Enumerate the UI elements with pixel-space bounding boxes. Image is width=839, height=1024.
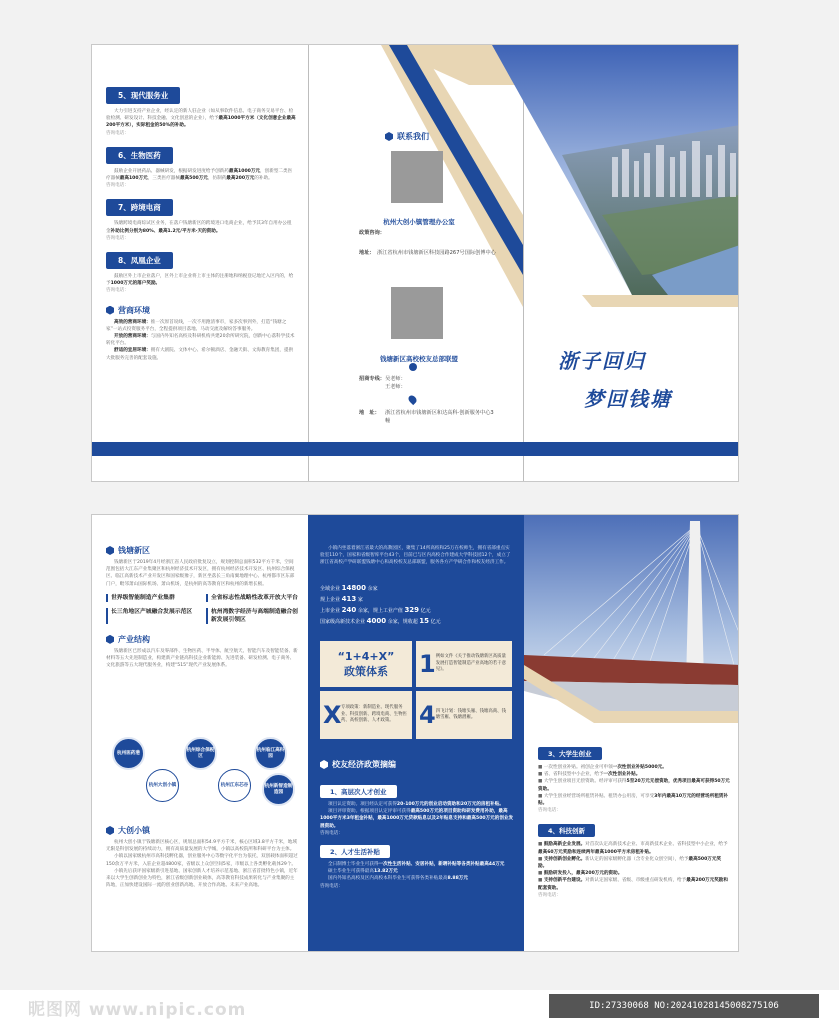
- business-env-heading: 营商环境: [106, 305, 296, 316]
- consult-line: 咨询电话：: [320, 830, 343, 836]
- slogan-line-2: 梦回钱塘: [584, 387, 672, 411]
- section-body: 鼓励企业开展药品、器械研发，根据研发进度给予创新药最高1000万元，创新型二类医疗器械最高100万元，三类医疗器械最高500万元，仿制药最高200万元的补助。: [106, 168, 293, 182]
- cover-photo: [382, 45, 739, 481]
- org-name: 钱塘新区高校校友总部联盟: [380, 355, 458, 363]
- startup-section: [538, 741, 730, 899]
- recruit-block: 招商专线： 吴老师： 王老师：: [359, 376, 406, 390]
- policy-bullet: ■ 大学生创业项目无偿资助。经评审可获得5至20万元无偿资助，优秀项目最高可获得50万元资助。: [538, 779, 730, 792]
- bottom-band: [92, 442, 738, 456]
- stats-block: [320, 583, 514, 627]
- circle-medical-port: 杭州医药港: [112, 737, 145, 770]
- policy-title-student: 3、大学生创业: [538, 747, 602, 760]
- town-intro: 小镇内坐落着浙江省最大的高教园区，聚集了14所高校和25万在校师生，拥有省部重点实验室110个，国家和省级智库平台43个，目前已与区内高校合作建成大学科技园12个，成立了浙江省高校产学研联盟钱塘中心和高校校友总部联盟，服务各方产学研合作和校友经济工作。: [320, 546, 511, 566]
- brochure-inside: [91, 514, 739, 952]
- section-title-biomed: 6、生物医药: [106, 147, 173, 164]
- consult-line: 咨询电话：: [106, 130, 129, 136]
- circle-town: 杭州大创小镇: [146, 769, 179, 802]
- policy-body: 项目认定资助。项目经认定可获得20-100万元的创业启动资助和20万元的房租补贴。: [328, 802, 504, 807]
- industry-body: 钱塘新区已形成以汽车及零部件、生物医药、半导体、航空航天、智能汽车及智能装备、新材料等五大先进制造业，构建新产业链高科技企业新能源、先进装备、研发检测、电子商务、文化旅游等五大现代服务业，构建“515”现代产业发展体系。: [106, 648, 298, 669]
- circle-chip-valley: 杭州江东芯谷: [218, 769, 251, 802]
- stat-row: 上市企业 240 余家，规上工业产值 329 亿元: [320, 606, 431, 614]
- town-body: 小镇以国家级杭州市高科技孵化器，创业服务中心等数字化平台为依托，双创载体面积超过150余万平方米，入驻企业超4800家，省级以上众创空间5家，市级以上各类孵化载体29个。: [106, 854, 298, 867]
- contact-heading: 联系我们: [385, 131, 429, 142]
- brochure-outside: [91, 44, 739, 482]
- panel-industries: [92, 45, 308, 481]
- district-body: 钱塘新区于2019年4月经浙江省人民政府批复设立，规划控制总面积532平方千米，空间范围包括大江东产业集聚区和杭州经济技术开发区，拥有杭州经济技术开发区、杭州综合保税区、临江高新技术产业开发区和国家级豫子，新区坐落长三角南翼地理中心、杭州都市区东部门户，毗邻萧山国际机场、萧山机场，是杭州的高等教育区和杭州的新增长极。: [106, 560, 295, 587]
- hexagon-icon: [106, 306, 114, 315]
- policy-bullet: ■ 大学生创业经营场所租赁补贴。租赁办公用房，可享受3年内最高10万元的经营场所租赁补贴。: [538, 793, 728, 807]
- consult-line: 咨询电话：: [106, 288, 129, 294]
- district-features: [106, 594, 298, 624]
- town-body: 杭州大创小镇于钱塘新区核心区，规划总面积54.9平方千米，核心区域3.8平方千米，地域无限是科创发展的持续动力，拥有高质量发展的大学城，小镇以高校院所和科研平台为主体。: [106, 840, 297, 853]
- feature-item: 世界级智能制造产业集群: [106, 594, 198, 602]
- policy-tile-1: 1 例如文件《关于推动钱塘新区高质量发展打造智能制造产业高地的若干意见》。: [416, 641, 512, 687]
- policy-title-talent: 1、高层次人才创业: [320, 785, 397, 798]
- consult-line: 咨询电话：: [320, 883, 343, 889]
- circle-hightech-park: 杭州临江高科园: [254, 737, 287, 770]
- consult-line: 咨询电话：: [106, 235, 129, 241]
- slogan-line-1: 浙子回归: [558, 349, 646, 373]
- section-body: 鼓励区外上市企业落户，区外上市企业将上市主体的注册地和纳税登记地迁入区内的，给予1000万元的落户奖励。: [106, 274, 294, 287]
- district-heading: 钱塘新区: [106, 545, 298, 556]
- stat-row: 规上企业 413 家: [320, 595, 363, 603]
- beige-edge: [582, 295, 739, 307]
- industry-heading: 产业结构: [106, 634, 298, 645]
- policy-title-tile: “1+4+X” 政策体系: [320, 641, 412, 687]
- policy-bullet: ■ 鼓励高新企业发展。对首次认定高新技术企业、市高新技术企业、省科技型中小企业，给予最高60万元奖励和连续两年最高1000平方米房租补贴。: [538, 842, 728, 855]
- env-paragraph: 舒适的宜居环境：拥有大剧院、文体中心、希尔顿酒店、金融天街、文海教育集团，提供大批服务完善的配套设施。: [106, 348, 294, 361]
- policy-tile-4: 4 四飞计划：钱塘头雁、钱塘高商、钱塘雪雁、钱塘潜雁。: [416, 691, 512, 739]
- town-heading: 大创小镇: [106, 825, 298, 836]
- consult-line: 咨询电话：: [538, 808, 561, 814]
- feature-item: 长三角地区产城融合发展示范区: [106, 608, 198, 624]
- policy-bullet: ■ 鼓励研发投入，最高200万元的资助。: [538, 871, 623, 877]
- hexagon-icon: [106, 546, 114, 555]
- policy-bullet: ■ 支持创新创业孵化。新认定的国家级孵化器（含专业化众创空间），给予最高500万元奖励。: [538, 856, 722, 870]
- stat-row: 国家级高新技术企业 4000 余家，规收超 15 亿元: [320, 617, 441, 625]
- feature-item: 杭州湾数字经济与高端制造融合创新发展引领区: [206, 608, 298, 624]
- panel-cover: [382, 45, 739, 481]
- section-body: 大力引进支持产业企业，经认定的新人驻企业（如从事软件信息、电子商务交易平台、检验检测、研发设计、科技金融、文化创意的企业），给予最高1000平方米（文化创意企业最高200平方米），实际租金的50%的补助。: [106, 109, 296, 129]
- policy-body: 国内外知名高校及区内高校本科毕业生可获得各类补贴最高8.88万元: [328, 876, 468, 882]
- town-body: 小镇先后获评国家级新引进基地、国家创新人才培养示范基地、浙江省首批特色小镇，近年来以大学生创新创业为特色，浙江省级创新创业载体，高等教育科技成果转化与产业集聚的主阵地，正加快建设国际一流的创业创新高地、开放合作高地、未来产业高地。: [106, 868, 298, 889]
- hexagon-icon: [320, 760, 328, 769]
- industry-circles: [106, 733, 298, 813]
- consult-line: 咨询电话：: [538, 892, 561, 898]
- panel-district: [92, 515, 308, 951]
- alumni-policies: [320, 779, 514, 890]
- section-body: 钱塘跨境电商综试区业务，在落户钱塘新区的跨境进口电商企业，给予其3年自用办公租金补助比例分别为80%、最高1.2元/平方米·天的资助。: [106, 221, 292, 234]
- policy-bullet: ■ 支持创新平台建设。对新认定国家级、省级、市级重点研发机构，给予最高200万元奖励和配套资助。: [538, 878, 728, 891]
- circle-bonded-zone: 杭州综合保税区: [184, 737, 217, 770]
- policy-line: 政策咨询：: [359, 230, 385, 236]
- site-watermark: 昵图网 www.nipic.com: [28, 1000, 247, 1020]
- bridge-photo: [524, 515, 739, 735]
- hexagon-icon: [106, 826, 114, 835]
- policy-body: 全日制博士毕业生可获得一次性生活补贴、安居补贴，新聘补贴等各类补贴最高44万元: [328, 862, 505, 868]
- consult-line: 咨询电话：: [106, 183, 129, 189]
- policy-body: 项目评审资助。根据项目认定评审可获得最高500万元的项目资助和研发费用补助，最高1000平方米3年租金补贴，最高1000万元贷款贴息以及2年贴息支持和最高500万元的创业发展资助。: [320, 809, 514, 829]
- hexagon-icon: [106, 635, 114, 644]
- alumni-heading: 校友经济政策摘编: [320, 759, 396, 770]
- policy-bullet: ■ 省、省科技型中小企业，给予一次性创业补贴。: [538, 772, 641, 778]
- address2-block: 地 址： 浙江省杭州市钱塘新区和达高科·创新服务中心3幢: [359, 410, 494, 424]
- policy-tile-x: X 专项政策：新制造业、现代服务业、科技创新、跨境电商、生物医药、高校创新、人才政策。: [320, 691, 412, 739]
- panel-entrepreneurship: [524, 515, 739, 951]
- section-title-phoenix: 8、凤凰企业: [106, 252, 173, 269]
- policy-title-living: 2、人才生活补贴: [320, 845, 390, 858]
- stat-row: 全域企业 14800 余家: [320, 584, 378, 592]
- feature-item: 全省标志性战略性改革开放大平台: [206, 594, 298, 602]
- section-title-modern-service: 5、现代服务业: [106, 87, 180, 104]
- env-paragraph: 高效的营商环境：推一次原首说线，一次不用跑清事市，家多次事到外，打造“钱塘之家”一站式投资服务平台，全程提供项目落地、马动交流及解纷答事服务。: [106, 319, 287, 332]
- image-id-badge: ID:27330068 NO:20241028145008275106: [549, 994, 819, 1018]
- panel-policy: [308, 515, 524, 951]
- section-title-ecommerce: 7、跨境电商: [106, 199, 173, 216]
- env-paragraph: 开放的营商环境：与国内外知名高校及科研机构共建20余所研究院，创新中心落科学技术转化平台。: [106, 334, 295, 347]
- policy-body: 硕士毕业生可获得最高13.82万元: [328, 869, 398, 875]
- policy-title-tech: 4、科技创新: [538, 824, 595, 837]
- policy-bullet: ■ 一次性创业补贴。初创企业可申领一次性创业补贴5000元。: [538, 765, 667, 770]
- address-line: 地址： 浙江省杭州市钱塘新区科技园路267号国际创博中心: [359, 250, 496, 256]
- org-name: 杭州大创小镇管理办公室: [383, 218, 455, 226]
- circle-smart-manufacturing: 杭州新智造制造园: [262, 773, 295, 806]
